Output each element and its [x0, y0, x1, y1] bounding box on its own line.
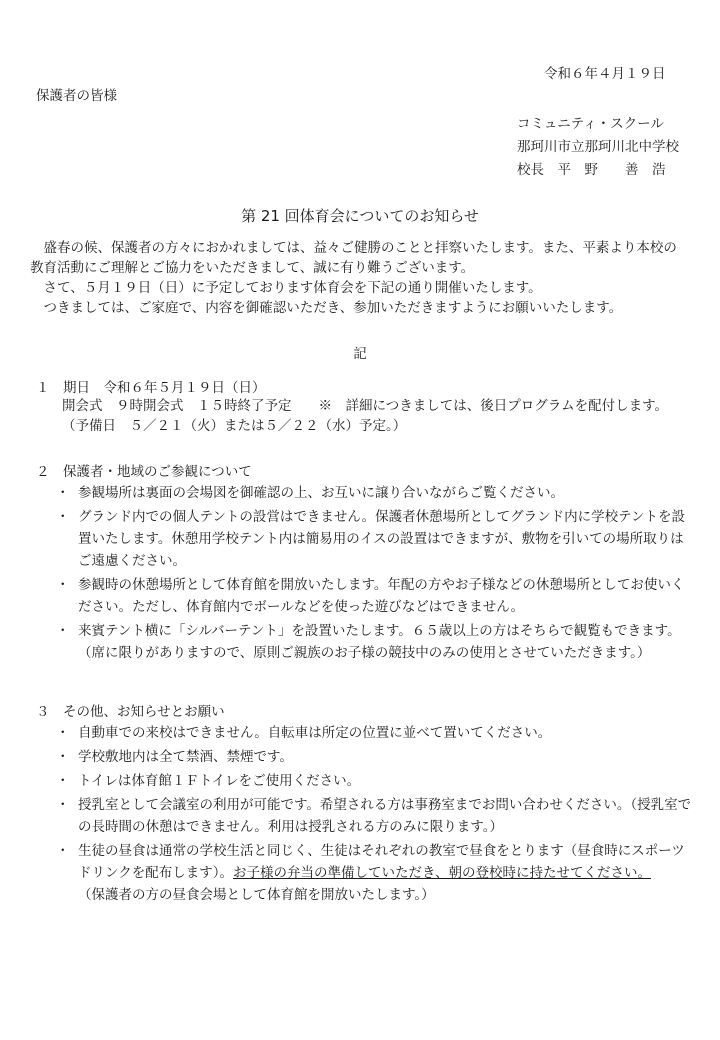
- lunch-notice-note: （保護者の方の昼食会場として体育館を開放いたします。）: [78, 887, 435, 903]
- bullet-marker: ・: [56, 509, 70, 525]
- sender-block: [517, 113, 679, 182]
- reserve-day-line: （予備日 ５／２１（火）または５／２２（水）予定。）: [62, 418, 407, 434]
- bullet-marker: ・: [56, 773, 70, 789]
- bullet-marker: ・: [56, 725, 70, 741]
- intro-paragraph: つきましては、ご家庭で、内容を御確認いただき、参加いただきますようにお願いいたします。: [30, 300, 623, 316]
- intro-paragraph: さて、５月１９日（日）に予定しております体育会を下記の通り開催いたします。: [30, 280, 542, 296]
- ki-marker: 記: [353, 346, 367, 362]
- bullet-marker: ・: [56, 623, 70, 639]
- list-item: [56, 482, 696, 504]
- section3-heading: ３ その他、お知らせとお願い: [36, 704, 225, 720]
- list-item: [56, 770, 696, 792]
- sender-organization: コミュニティ・スクール: [517, 116, 664, 132]
- bullet-marker: ・: [56, 577, 70, 593]
- section1-details: [62, 396, 668, 436]
- list-item: [56, 620, 696, 664]
- section3-list: [56, 722, 696, 908]
- issue-date: 令和６年４月１９日: [544, 66, 666, 82]
- lunch-notice-text: 生徒の昼食は通常の学校生活と同じく、生徒はそれぞれの教室で昼食をとります（昼食時にスポーツドリンクを配布します）。: [78, 843, 685, 881]
- list-item: [56, 574, 696, 618]
- list-item: [56, 746, 696, 768]
- bullet-marker: ・: [56, 843, 70, 859]
- list-item-text: 授乳室として会議室の利用が可能です。希望される方は事務室までお問い合わせください。（授乳室での長時間の休憩はできません。利用は授乳される方のみに限ります。）: [78, 797, 692, 835]
- intro-paragraphs: [30, 238, 690, 318]
- list-item: [56, 506, 696, 572]
- list-item-text: 参観時の休憩場所として体育館を開放いたします。年配の方やお子様などの休憩場所としてお使いください。ただし、体育館内でボールなどを使った遊びなどはできません。: [78, 577, 685, 615]
- list-item-text: 来賓テント横に「シルバーテント」を設置いたします。６５歳以上の方はそちらで観覧もできます。（席に限りがありますので、原則ご親族のお子様の競技中のみの使用とさせていただきます。）: [78, 623, 681, 661]
- lunch-notice-underlined: お子様の弁当の準備していただき、朝の登校時に持たせてください。: [232, 865, 651, 881]
- section1-heading: １ 期日 令和６年５月１９日（日）: [36, 380, 266, 396]
- list-item-text: 学校敷地内は全て禁酒、禁煙です。: [78, 749, 293, 765]
- sender-principal: 校長 平 野 善 浩: [517, 162, 666, 178]
- sender-school: 那珂川市立那珂川北中学校: [517, 139, 679, 155]
- list-item-text: グランド内での個人テントの設営はできません。保護者休憩場所としてグランド内に学校テントを設置いたします。休憩用学校テント内は簡易用のイスの設置はできますが、敷物を引いての場所取りはご遠慮ください。: [78, 509, 685, 569]
- section2-list: [56, 482, 696, 666]
- list-item-text: トイレは体育館１Ｆトイレをご使用ください。: [78, 773, 361, 789]
- section2-heading: ２ 保護者・地域のご参観について: [36, 464, 252, 480]
- list-item-text: 自動車での来校はできません。自転車は所定の位置に並べて置いてください。: [78, 725, 552, 741]
- list-item: [56, 840, 696, 906]
- list-item: [56, 722, 696, 744]
- document-title: 第 21 回体育会についてのお知らせ: [241, 207, 479, 225]
- bullet-marker: ・: [56, 797, 70, 813]
- intro-paragraph: 盛春の候、保護者の方々におかれましては、益々ご健勝のことと拝察いたします。また、平素より本校の教育活動にご理解とご協力をいただきまして、誠に有り難うございます。: [30, 240, 677, 276]
- bullet-marker: ・: [56, 749, 70, 765]
- recipient: 保護者の皆様: [36, 88, 117, 104]
- bullet-marker: ・: [56, 485, 70, 501]
- ceremony-time-line: 開会式 ９時開会式 １５時終了予定 ※ 詳細につきましては、後日プログラムを配付します。: [62, 398, 669, 414]
- list-item: [56, 794, 696, 838]
- list-item-text: 参観場所は裏面の会場図を御確認の上、お互いに譲り合いながらご覧ください。: [78, 485, 564, 501]
